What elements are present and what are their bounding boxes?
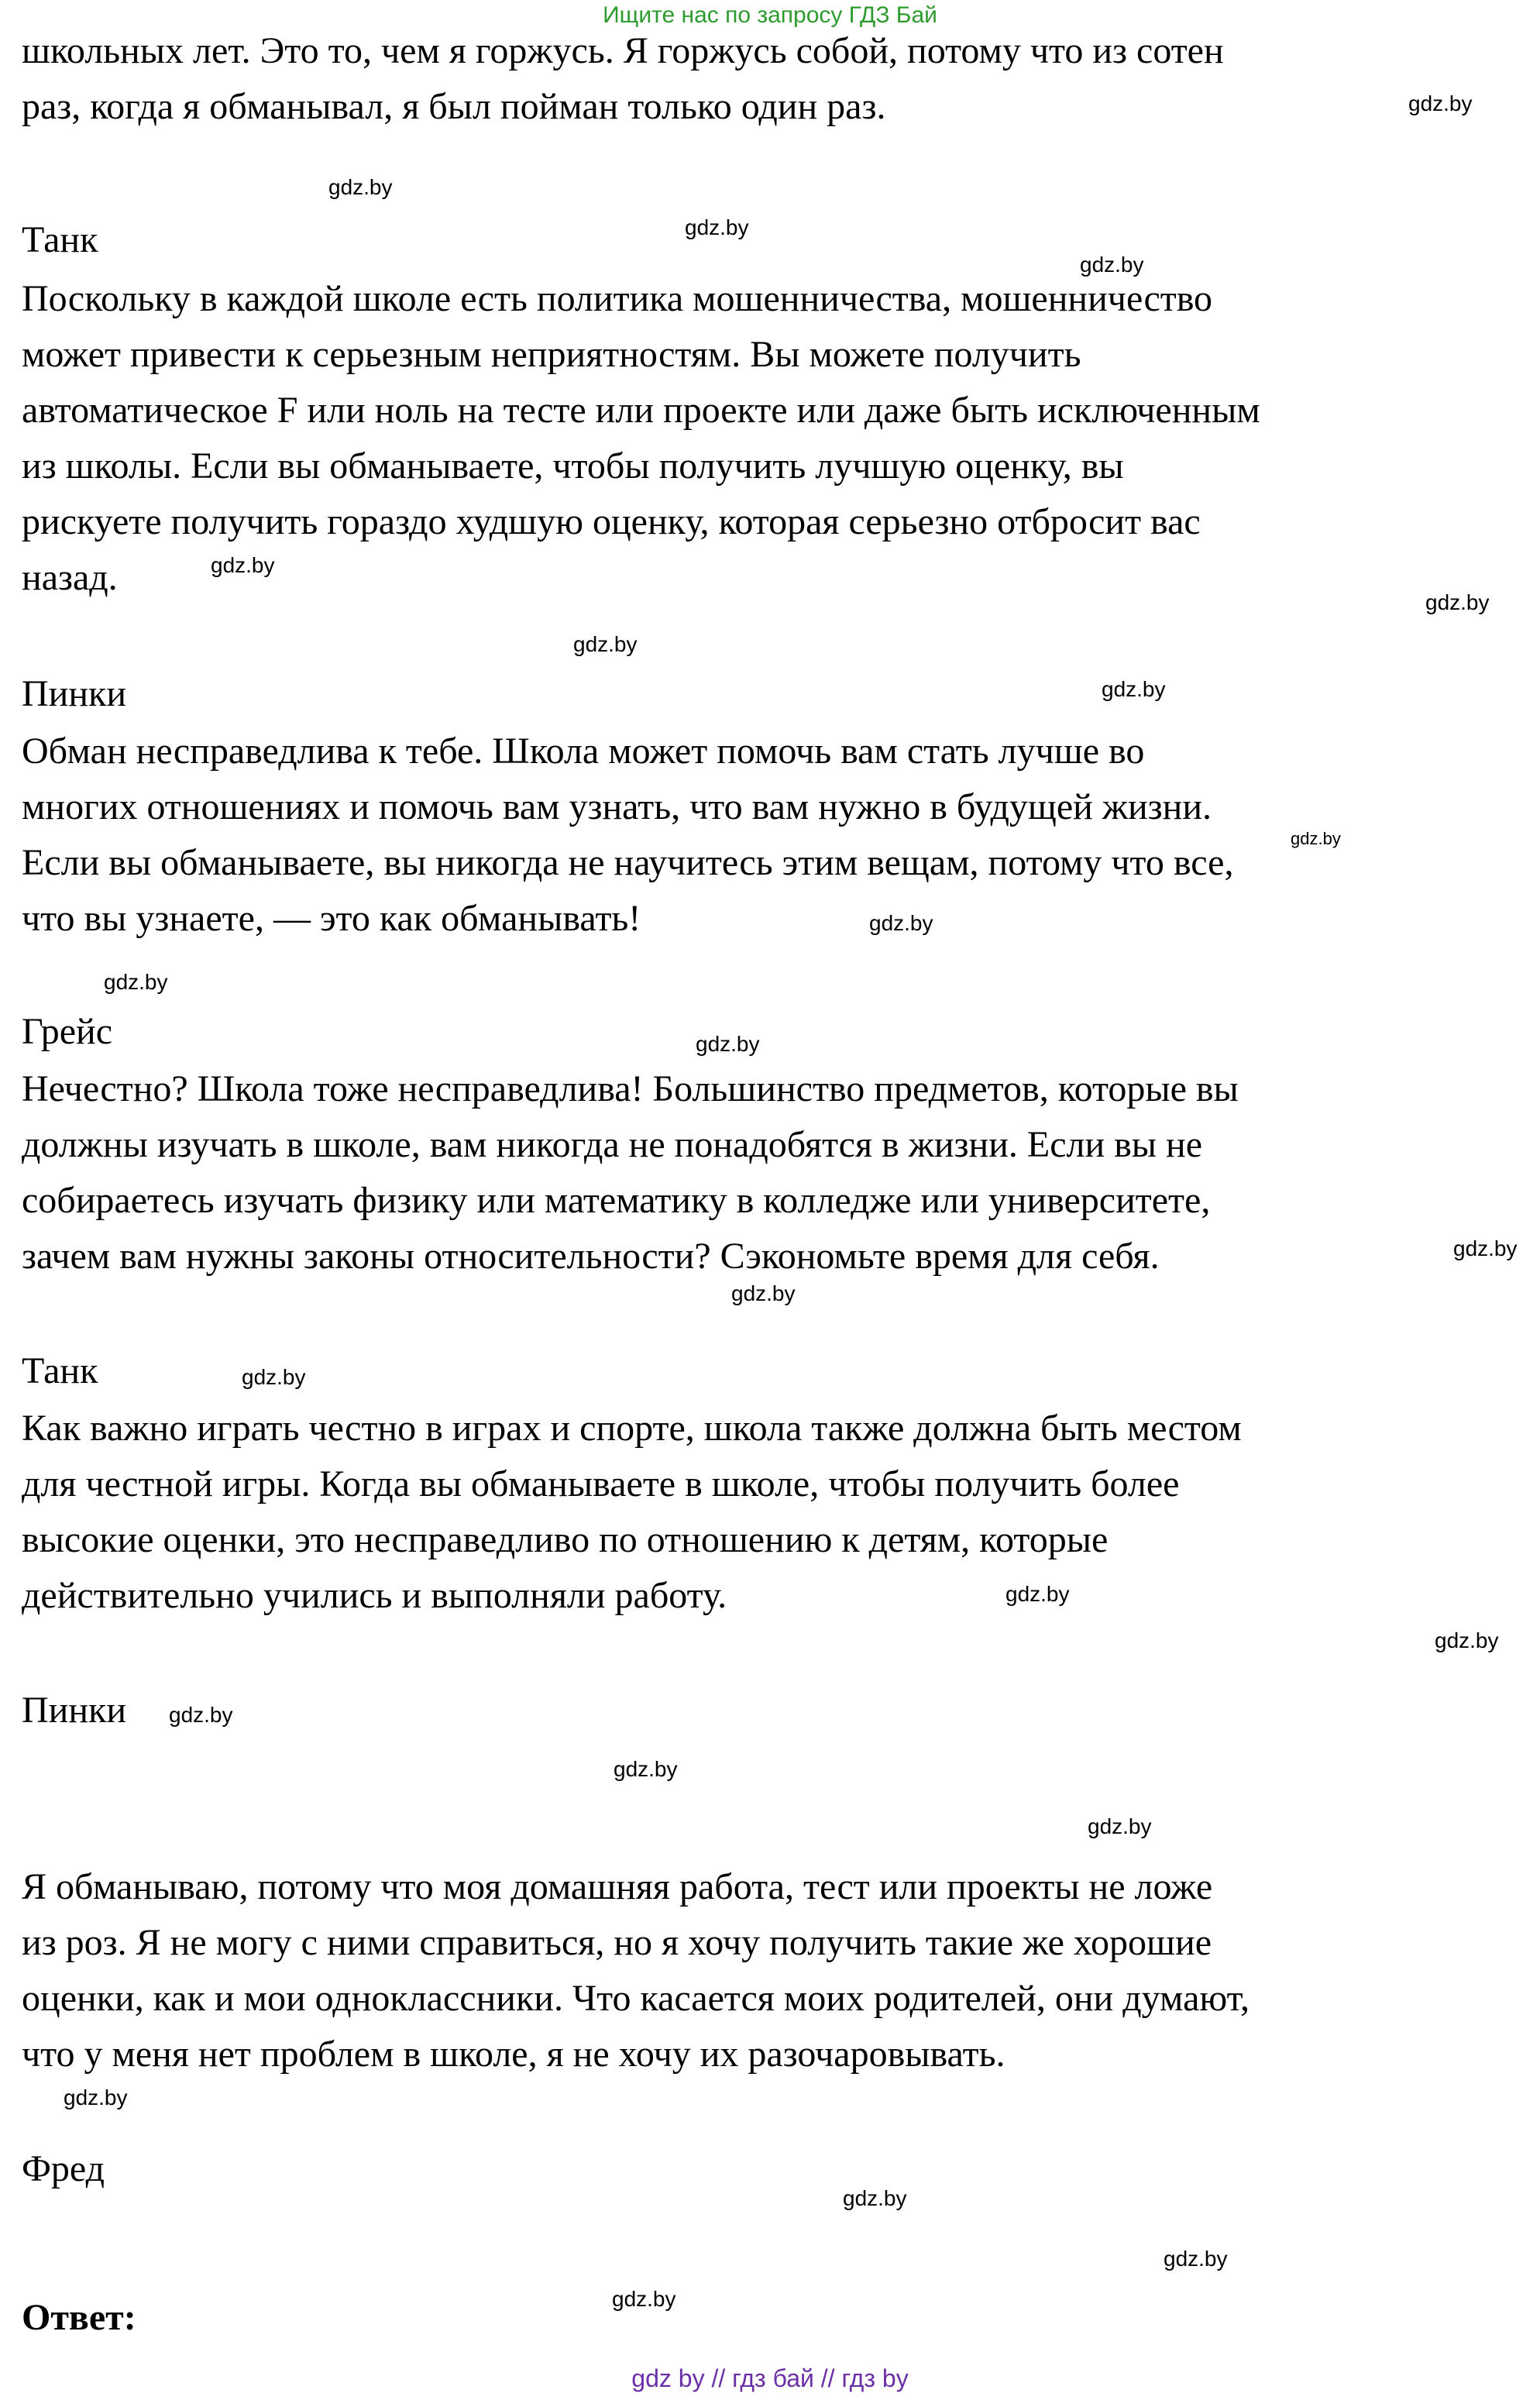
paragraph-line: должны изучать в школе, вам никогда не понадобятся в жизни. Если вы не	[22, 1124, 1203, 1165]
watermark: gdz.by	[328, 175, 393, 199]
watermark: gdz.by	[1080, 253, 1144, 277]
watermark: gdz.by	[1102, 677, 1166, 701]
speaker-grace: Грейс	[22, 1011, 113, 1052]
watermark: gdz.by	[685, 215, 749, 239]
speaker-pinky-1: Пинки	[22, 673, 127, 714]
intro-line-2: раз, когда я обманывал, я был пойман только один раз.	[22, 86, 886, 127]
paragraph-line: рискуете получить гораздо худшую оценку, которая серьезно отбросит вас	[22, 501, 1201, 542]
watermark: gdz.by	[211, 553, 275, 577]
paragraph-line: собираетесь изучать физику или математику в колледже или университете,	[22, 1180, 1211, 1221]
paragraph-line: Обман несправедлива к тебе. Школа может помочь вам стать лучше во	[22, 731, 1145, 772]
paragraph-line: что у меня нет проблем в школе, я не хочу их разочаровывать.	[22, 2034, 1005, 2075]
watermark: gdz.by	[869, 911, 933, 935]
paragraph-line: Как важно играть честно в играх и спорте, школа также должна быть местом	[22, 1408, 1242, 1449]
watermark: gdz.by	[1088, 1814, 1152, 1838]
speaker-fred: Фред	[22, 2148, 105, 2189]
watermark: gdz.by	[696, 1032, 760, 1056]
watermark: gdz.by	[1164, 2247, 1228, 2271]
paragraph-line: Поскольку в каждой школе есть политика мошенничества, мошенничество	[22, 278, 1213, 319]
answer-label: Ответ:	[22, 2297, 136, 2338]
paragraph-line: Если вы обманываете, вы никогда не научитесь этим вещам, потому что все,	[22, 842, 1234, 883]
watermark: gdz.by	[614, 1757, 678, 1781]
paragraph-line: действительно учились и выполняли работу.	[22, 1575, 727, 1616]
paragraph-line: для честной игры. Когда вы обманываете в школе, чтобы получить более	[22, 1463, 1180, 1504]
paragraph-line: автоматическое F или ноль на тесте или проекте или даже быть исключенным	[22, 390, 1260, 431]
paragraph-line: может привести к серьезным неприятностям. Вы можете получить	[22, 334, 1081, 375]
watermark: gdz.by	[169, 1703, 233, 1727]
speaker-tank-2: Танк	[22, 1350, 98, 1391]
paragraph-line: многих отношениях и помочь вам узнать, что вам нужно в будущей жизни.	[22, 786, 1212, 827]
paragraph-line: зачем вам нужны законы относительности? Сэкономьте время для себя.	[22, 1236, 1160, 1277]
intro-line-1: школьных лет. Это то, чем я горжусь. Я горжусь собой, потому что из сотен	[22, 30, 1224, 71]
footer-links[interactable]: gdz by // гдз бай // гдз by	[631, 2364, 909, 2392]
paragraph-line: оценки, как и мои одноклассники. Что касается моих родителей, они думают,	[22, 1978, 1250, 2019]
watermark: gdz.by	[612, 2287, 676, 2311]
paragraph-line: назад.	[22, 557, 118, 598]
site-banner[interactable]: Ищите нас по запросу ГДЗ Бай	[603, 2, 937, 28]
paragraph-line: что вы узнаете, — это как обманывать!	[22, 898, 641, 939]
watermark: gdz.by	[242, 1365, 306, 1389]
watermark: gdz.by	[64, 2085, 128, 2109]
paragraph-line: из роз. Я не могу с ними справиться, но я хочу получить такие же хорошие	[22, 1922, 1212, 1963]
watermark: gdz.by	[1005, 1582, 1070, 1606]
watermark: gdz.by	[843, 2186, 907, 2210]
paragraph-line: Я обманываю, потому что моя домашняя работа, тест или проекты не ложе	[22, 1866, 1213, 1907]
watermark: gdz.by	[1408, 91, 1473, 115]
watermark: gdz.by	[1291, 829, 1341, 848]
watermark: gdz.by	[573, 632, 638, 656]
speaker-pinky-2: Пинки	[22, 1690, 127, 1731]
watermark: gdz.by	[104, 970, 168, 994]
speaker-tank-1: Танк	[22, 219, 98, 260]
watermark: gdz.by	[1435, 1628, 1499, 1652]
paragraph-line: из школы. Если вы обманываете, чтобы получить лучшую оценку, вы	[22, 445, 1124, 487]
watermark: gdz.by	[731, 1281, 796, 1305]
paragraph-line: высокие оценки, это несправедливо по отношению к детям, которые	[22, 1519, 1109, 1560]
watermark: gdz.by	[1453, 1236, 1518, 1260]
paragraph-line: Нечестно? Школа тоже несправедлива! Большинство предметов, которые вы	[22, 1068, 1239, 1109]
watermark: gdz.by	[1425, 590, 1490, 614]
